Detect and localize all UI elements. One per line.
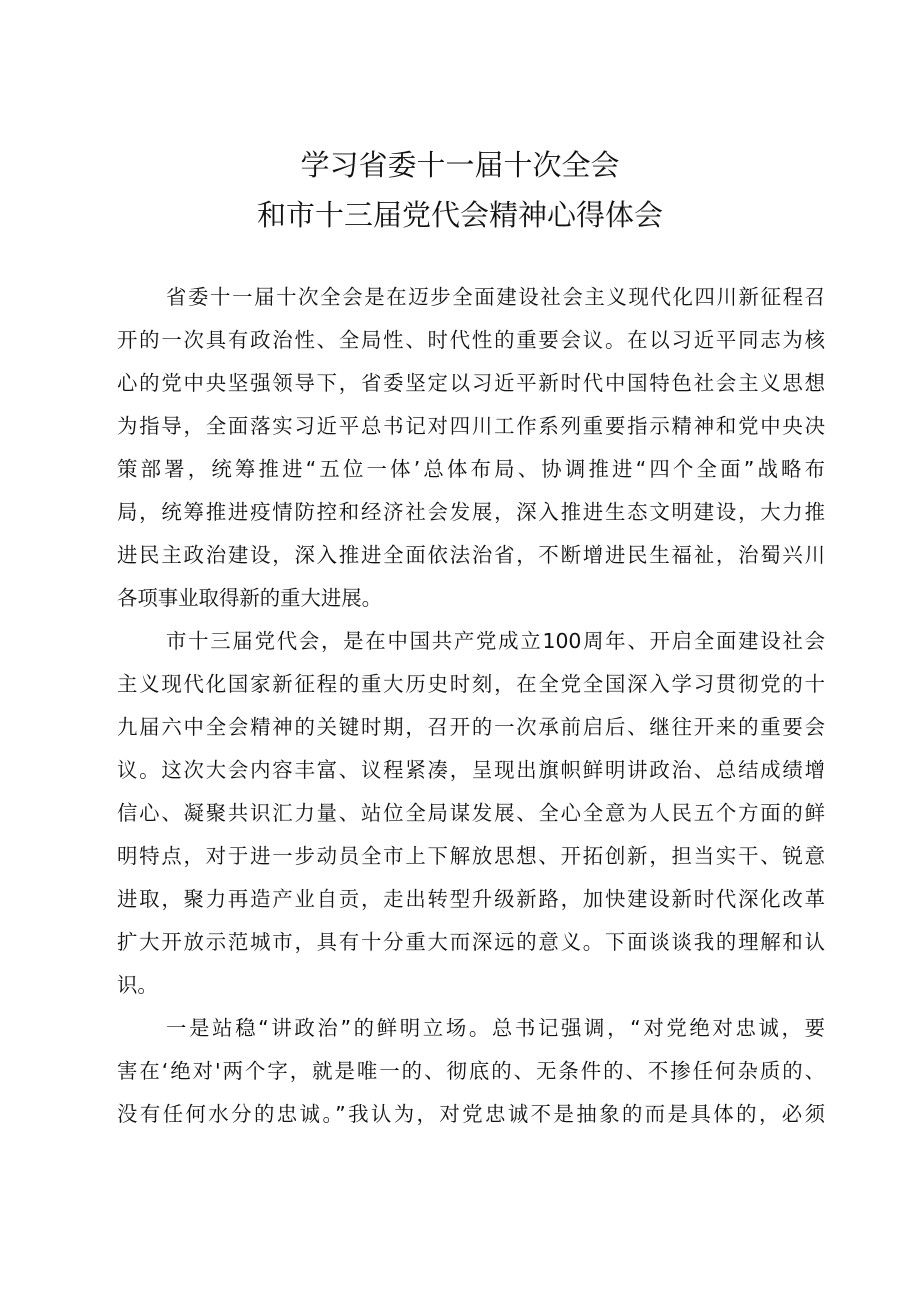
- document-title-line-1: 学习省委十一届十次全会: [300, 148, 620, 182]
- paragraph-line: 明特点，对于进一步动员全市上下解放思想、开拓创新，担当实干、锐意: [117, 844, 825, 868]
- paragraph-line: 局，统筹推进疫情防控和经济社会发展，深入推进生态文明建设，大力推: [117, 500, 825, 524]
- paragraph-line: 策部署，统筹推进“五位一体’总体布局、协调推进“四个全面”战略布: [117, 457, 825, 481]
- paragraph-line: 九届六中全会精神的关键时期，召开的一次承前启后、继往开来的重要会: [117, 715, 825, 739]
- document-title-line-2: 和市十三届党代会精神心得体会: [256, 198, 663, 232]
- paragraph-line: 各项事业取得新的重大进展。: [117, 586, 383, 610]
- paragraph-line: 心的党中央坚强领导下，省委坚定以习近平新时代中国特色社会主义思想: [117, 371, 825, 395]
- paragraph-line: 开的一次具有政治性、全局性、时代性的重要会议。在以习近平同志为核: [117, 328, 825, 352]
- paragraph-line: 扩大开放示范城市，具有十分重大而深远的意义。下面谈谈我的理解和认: [117, 930, 825, 954]
- paragraph-line: 省委十一届十次全会是在迈步全面建设社会主义现代化四川新征程召: [166, 285, 825, 309]
- paragraph-line: 信心、凝聚共识汇力量、站位全局谋发展、全心全意为人民五个方面的鲜: [117, 801, 825, 825]
- paragraph-line: 一是站稳“讲政治”的鲜明立场。总书记强调，“对党绝对忠诚，要: [166, 1016, 825, 1040]
- paragraph-line: 为指导，全面落实习近平总书记对四川工作系列重要指示精神和党中央决: [117, 414, 825, 438]
- paragraph-line: 议。这次大会内容丰富、议程紧凑，呈现出旗帜鲜明讲政治、总结成绩增: [117, 758, 825, 782]
- paragraph-line: 识。: [117, 973, 158, 997]
- paragraph-line: 主义现代化国家新征程的重大历史时刻，在全党全国深入学习贯彻党的十: [117, 672, 825, 696]
- paragraph-line: 没有任何水分的忠诚。”我认为，对党忠诚不是抽象的而是具体的，必须: [117, 1102, 825, 1126]
- paragraph-line: 进民主政治建设，深入推进全面依法治省，不断增进民生福祉，治蜀兴川: [117, 543, 825, 567]
- paragraph-line: 进取，聚力再造产业自贡，走出转型升级新路，加快建设新时代深化改革: [117, 887, 825, 911]
- paragraph-line: 市十三届党代会，是在中国共产党成立100周年、开启全面建设社会: [166, 629, 825, 653]
- paragraph-line: 害在‘绝对'两个字，就是唯一的、彻底的、无条件的、不掺任何杂质的、: [117, 1059, 825, 1083]
